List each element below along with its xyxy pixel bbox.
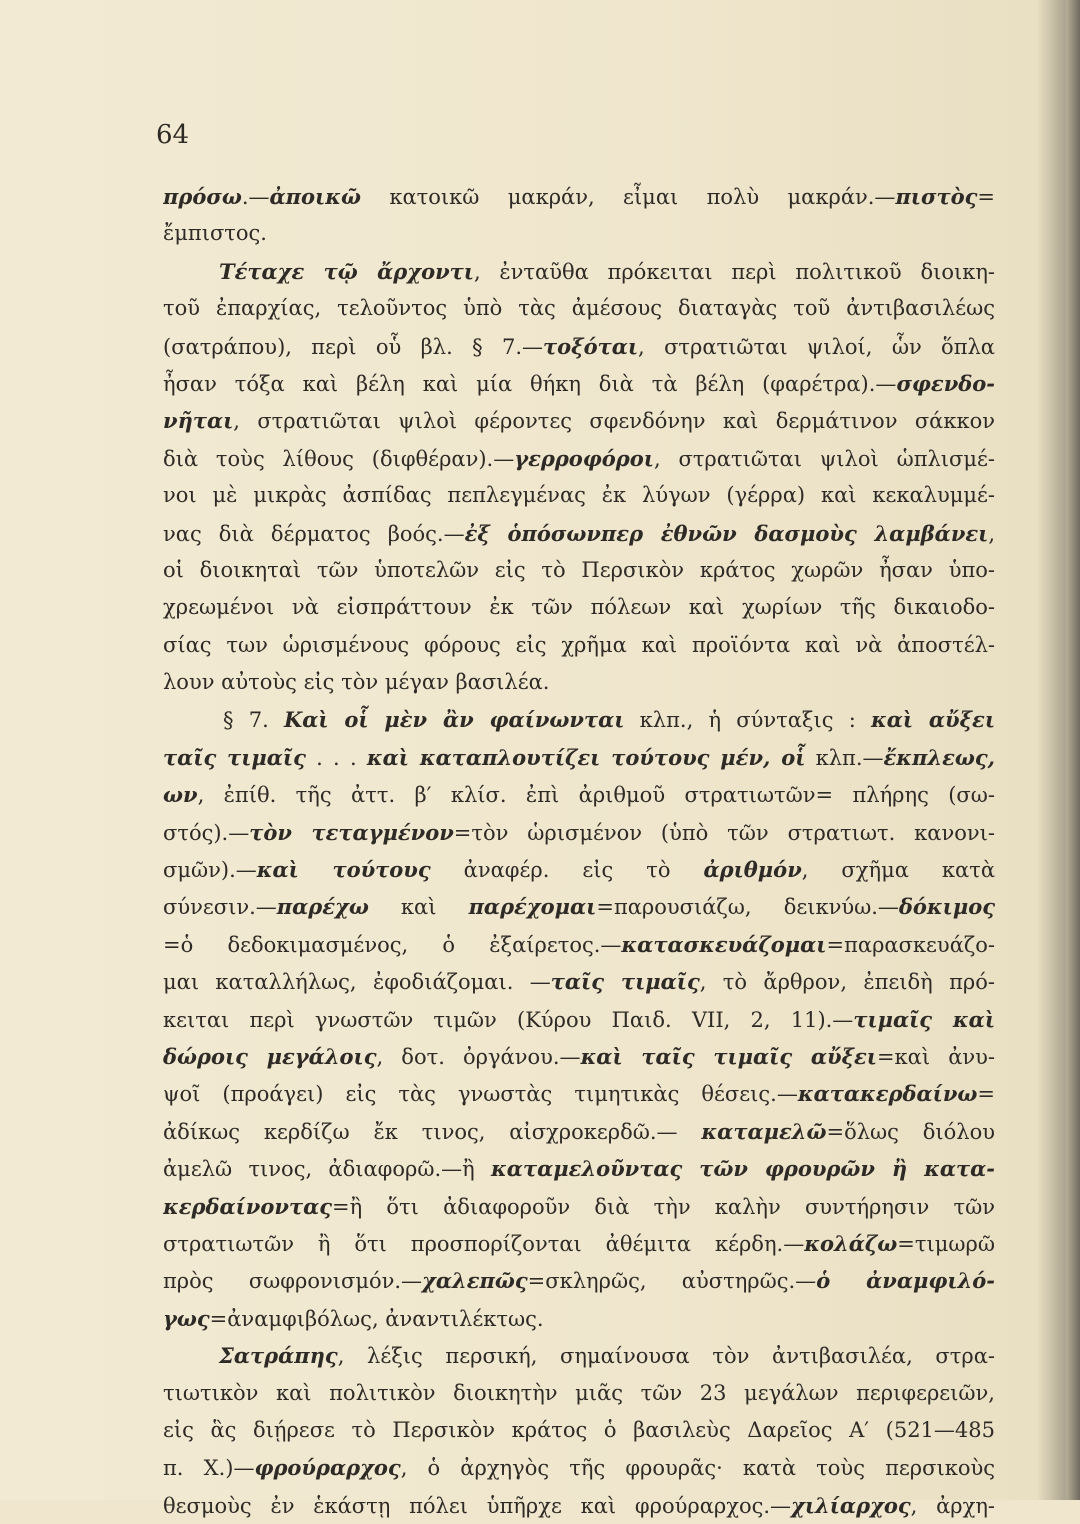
- text-line: κερδαίνοντας=ἢ ὅτι ἀδιαφοροῦν διὰ τὴν καλὴν συντήρησιν τῶν: [163, 1193, 995, 1219]
- text-line: δώροις μεγάλοις, δοτ. ὀργάνου.—καὶ ταῖς τιμαῖς αὔξει=καὶ ἀνυ-: [163, 1043, 995, 1069]
- text-line: κειται περὶ γνωστῶν τιμῶν (Κύρου Παιδ. VII, 2, 11).—τιμαῖς καὶ: [163, 1006, 995, 1032]
- text-line: νῆται, στρατιῶται ψιλοὶ φέροντες σφενδόνην καὶ δερμάτινον σάκκον: [163, 408, 995, 434]
- text-line: ψοῖ (προάγει) εἰς τὰς γνωστὰς τιμητικὰς θέσεις.—κατακερδαίνω=: [163, 1081, 995, 1107]
- text-line: § 7. Καὶ οἷ μὲν ἂν φαίνωνται κλπ., ἡ σύνταξις : καὶ αὔξει: [223, 707, 995, 733]
- text-line: τοῦ ἐπαρχίας, τελοῦντος ὑπὸ τὰς ἀμέσους διαταγὰς τοῦ ἀντιβασιλέως: [163, 296, 995, 321]
- text-line: ἔμπιστος.: [163, 221, 267, 246]
- page-number: 64: [156, 120, 190, 150]
- text-line: ἀμελῶ τινος, ἀδιαφορῶ.—ἢ καταμελοῦντας τῶν φρουρῶν ἢ κατα-: [163, 1156, 995, 1182]
- text-line: =ὁ δεδοκιμασμένος, ὁ ἐξαίρετος.—κατασκευάζομαι=παρασκευάζο-: [163, 931, 995, 957]
- text-line: χρεωμένοι νὰ εἰσπράττουν ἐκ τῶν πόλεων καὶ χωρίων τῆς δικαιοδο-: [163, 595, 995, 620]
- text-line: γως=ἀναμφιβόλως, ἀναντιλέκτως.: [163, 1305, 544, 1331]
- text-line: διὰ τοὺς λίθους (διφθέραν).—γερροφόροι, στρατιῶται ψιλοὶ ὡπλισμέ-: [163, 445, 995, 471]
- text-line: ων, ἐπίθ. τῆς ἀττ. β′ κλίσ. ἐπὶ ἀριθμοῦ στρατιωτῶν= πλήρης (σω-: [163, 782, 995, 808]
- text-line: λουν αὐτοὺς εἰς τὸν μέγαν βασιλέα.: [163, 670, 550, 695]
- text-line: σμῶν).—καὶ τούτους ἀναφέρ. εἰς τὸ ἀριθμόν, σχῆμα κατὰ: [163, 857, 995, 883]
- text-line: (σατράπου), περὶ οὗ βλ. § 7.—τοξόται, στρατιῶται ψιλοί, ὧν ὅπλα: [163, 333, 995, 359]
- text-line: πρόσω.—ἀποικῶ κατοικῶ μακράν, εἶμαι πολὺ μακράν.—πιστὸς=: [163, 184, 995, 209]
- text-line: σίας των ὡρισμένους φόρους εἰς χρῆμα καὶ προϊόντα καὶ νὰ ἀποστέλ-: [163, 632, 995, 657]
- text-line: ταῖς τιμαῖς . . . καὶ καταπλουτίζει τούτους μέν, οἷ κλπ.—ἔκπλεως,: [163, 744, 995, 770]
- text-line: στρατιωτῶν ἢ ὅτι προσπορίζονται ἀθέμιτα κέρδη.—κολάζω=τιμωρῶ: [163, 1230, 995, 1256]
- text-line: μαι καταλλήλως, ἐφοδιάζομαι. —ταῖς τιμαῖς, τὸ ἄρθρον, ἐπειδὴ πρό-: [163, 969, 995, 995]
- text-line: νας διὰ δέρματος βοός.—ἐξ ὁπόσωνπερ ἐθνῶν δασμοὺς λαμβάνει,: [163, 520, 995, 546]
- text-line: οἱ διοικηταὶ τῶν ὑποτελῶν εἰς τὸ Περσικὸν κράτος χωρῶν ἦσαν ὑπο-: [163, 557, 995, 582]
- text-line: ἦσαν τόξα καὶ βέλη καὶ μία θήκη διὰ τὰ βέλη (φαρέτρα).—σφενδο-: [163, 370, 995, 396]
- text-line: ἀδίκως κερδίζω ἔκ τινος, αἰσχροκερδῶ.— καταμελῶ=ὅλως διόλου: [163, 1118, 995, 1144]
- text-line: τιωτικὸν καὶ πολιτικὸν διοικητὴν μιᾶς τῶν 23 μεγάλων περιφερειῶν,: [163, 1380, 995, 1405]
- page-edge: [1066, 0, 1080, 1500]
- text-line: Σατράπης, λέξις περσική, σημαίνουσα τὸν ἀντιβασιλέα, στρα-: [219, 1343, 995, 1369]
- text-line: νοι μὲ μικρὰς ἀσπίδας πεπλεγμένας ἐκ λύγων (γέρρα) καὶ κεκαλυμμέ-: [163, 483, 995, 508]
- text-line: σύνεσιν.—παρέχω καὶ παρέχομαι=παρουσιάζω, δεικνύω.—δόκιμος: [163, 894, 995, 920]
- text-line: στός).—τὸν τεταγμένον=τὸν ὡρισμένον (ὑπὸ τῶν στρατιωτ. κανονι-: [163, 819, 995, 845]
- text-line: Τέταχε τῷ ἄρχοντι, ἐνταῦθα πρόκειται περὶ πολιτικοῦ διοικη-: [219, 258, 995, 284]
- text-line: εἰς ἃς διῄρεσε τὸ Περσικὸν κράτος ὁ βασιλεὺς Δαρεῖος Α′ (521—485: [163, 1417, 995, 1442]
- text-line: π. Χ.)—φρούραρχος, ὁ ἀρχηγὸς τῆς φρουρᾶς· κατὰ τοὺς περσικοὺς: [163, 1455, 995, 1481]
- text-line: θεσμοὺς ἐν ἑκάστῃ πόλει ὑπῆρχε καὶ φρούραρχος.—χιλίαρχος, ἀρχη-: [163, 1492, 995, 1518]
- body-text: [163, 178, 995, 1524]
- text-line: πρὸς σωφρονισμόν.—χαλεπῶς=σκληρῶς, αὐστηρῶς.—ὁ ἀναμφιλό-: [163, 1268, 995, 1294]
